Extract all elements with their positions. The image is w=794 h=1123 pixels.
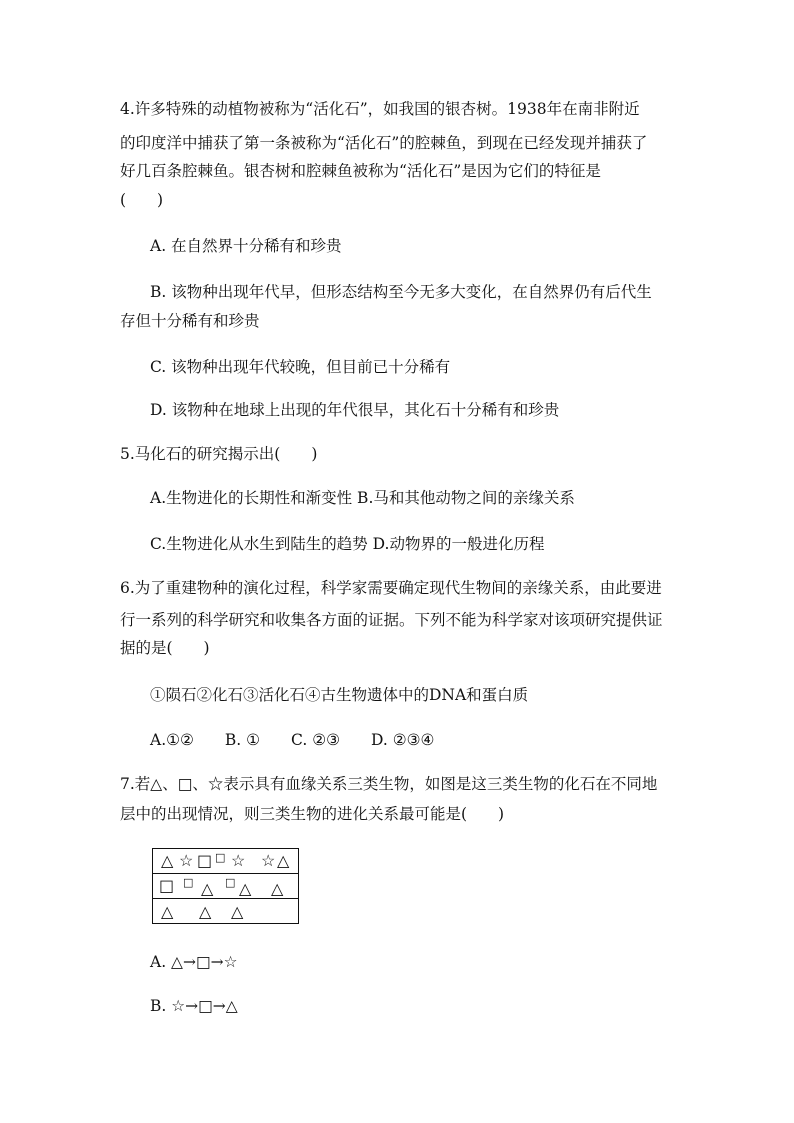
q4-stem-line-1: 4.许多特殊的动植物被称为“活化石”，如我国的银杏树。1938年在南非附近 bbox=[120, 100, 640, 118]
strata-fossil-table bbox=[152, 848, 299, 924]
q4-stem-line-2: 的印度洋中捕获了第一条被称为“活化石”的腔棘鱼，到现在已经发现并捕获了 bbox=[120, 134, 648, 152]
stratum-row-lower bbox=[153, 899, 298, 924]
triangle-symbol: △ bbox=[161, 851, 174, 870]
square-symbol: □ bbox=[159, 876, 175, 895]
q7-stem-line-1: 7.若△、□、☆表示具有血缘关系三类生物，如图是这三类生物的化石在不同地 bbox=[120, 775, 658, 793]
q7-stem-line-2: 层中的出现情况，则三类生物的进化关系最可能是( ) bbox=[120, 805, 505, 823]
triangle-symbol: △ bbox=[271, 879, 284, 898]
star-symbol: ☆ bbox=[179, 851, 194, 870]
q4-option-c: C. 该物种出现年代较晚，但目前已十分稀有 bbox=[150, 358, 451, 376]
q5-stem: 5.马化石的研究揭示出( ) bbox=[120, 445, 318, 463]
triangle-symbol: △ bbox=[231, 902, 244, 921]
q4-stem-line-3: 好几百条腔棘鱼。银杏树和腔棘鱼被称为“活化石”是因为它们的特征是 bbox=[120, 162, 601, 180]
q4-option-d: D. 该物种在地球上出现的年代很早，其化石十分稀有和珍贵 bbox=[150, 401, 560, 419]
q7-option-b: B. ☆→□→△ bbox=[150, 997, 238, 1015]
star-symbol: ☆ bbox=[231, 851, 246, 870]
triangle-symbol: △ bbox=[277, 851, 290, 870]
q4-option-a: A. 在自然界十分稀有和珍贵 bbox=[150, 237, 342, 255]
square-symbol-small: □ bbox=[225, 876, 236, 889]
q6-stem-line-3: 据的是( ) bbox=[120, 639, 210, 657]
q6-stem-line-2: 行一系列的科学研究和收集各方面的证据。下列不能为科学家对该项研究提供证 bbox=[120, 611, 663, 629]
stratum-row-upper bbox=[153, 849, 298, 874]
q6-options: A.①② B. ① C. ②③ D. ②③④ bbox=[150, 731, 435, 749]
q7-option-a: A. △→□→☆ bbox=[150, 953, 238, 971]
triangle-symbol: △ bbox=[201, 879, 214, 898]
triangle-symbol: △ bbox=[199, 902, 212, 921]
square-symbol-small: □ bbox=[215, 851, 226, 864]
square-symbol-small: □ bbox=[183, 876, 194, 889]
q4-stem-line-4: ( ) bbox=[120, 191, 164, 209]
stratum-row-middle bbox=[153, 874, 298, 899]
q4-option-b-line-2: 存但十分稀有和珍贵 bbox=[120, 312, 260, 330]
q5-options-ab: A.生物进化的长期性和渐变性 B.马和其他动物之间的亲缘关系 bbox=[150, 489, 575, 507]
square-symbol: □ bbox=[197, 851, 213, 870]
triangle-symbol: △ bbox=[161, 902, 174, 921]
q5-options-cd: C.生物进化从水生到陆生的趋势 D.动物界的一般进化历程 bbox=[150, 535, 545, 553]
q4-option-b-line-1: B. 该物种出现年代早，但形态结构至今无多大变化，在自然界仍有后代生 bbox=[150, 283, 652, 301]
q6-items: ①陨石②化石③活化石④古生物遗体中的DNA和蛋白质 bbox=[150, 686, 529, 704]
q6-stem-line-1: 6.为了重建物种的演化过程，科学家需要确定现代生物间的亲缘关系，由此要进 bbox=[120, 579, 662, 597]
triangle-symbol: △ bbox=[239, 879, 252, 898]
star-symbol: ☆ bbox=[261, 851, 276, 870]
